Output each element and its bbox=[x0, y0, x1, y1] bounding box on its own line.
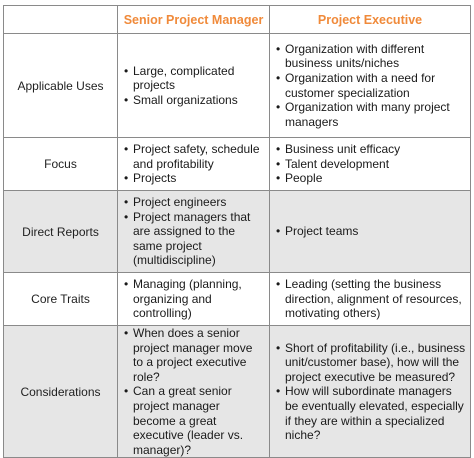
header-project-executive: Project Executive bbox=[270, 6, 471, 34]
row-label: Applicable Uses bbox=[4, 34, 118, 138]
comparison-table bbox=[3, 5, 471, 458]
row-label: Considerations bbox=[4, 326, 118, 458]
list-item: • Organization with a need for customer specialization bbox=[276, 71, 466, 100]
list-item: • How will subordinate managers be eventually elevated, especially if they are within a specialized niche? bbox=[276, 384, 466, 442]
list-item: • Leading (setting the business direction, alignment of resources, motivating others) bbox=[276, 277, 466, 321]
list-item: • Small organizations bbox=[124, 93, 265, 108]
list-item: • People bbox=[276, 171, 466, 186]
list-item: • Talent development bbox=[276, 157, 466, 172]
list-item: • Short of profitability (i.e., business unit/customer base), how will the project executive be measured? bbox=[276, 341, 466, 385]
list-item: • When does a senior project manager move to a project executive role? bbox=[124, 326, 265, 384]
row-considerations bbox=[4, 326, 471, 458]
list-item: • Large, complicated projects bbox=[124, 64, 265, 93]
executive-cell bbox=[270, 273, 471, 326]
list-item: • Business unit efficacy bbox=[276, 142, 466, 157]
row-applicable-uses bbox=[4, 34, 471, 138]
list-item: • Projects bbox=[124, 171, 265, 186]
list-item: • Project managers that are assigned to the same project (multidiscipline) bbox=[124, 210, 265, 268]
executive-cell bbox=[270, 138, 471, 191]
header-row bbox=[4, 6, 471, 34]
executive-cell bbox=[270, 34, 471, 138]
list-item: • Project engineers bbox=[124, 195, 265, 210]
senior-cell bbox=[118, 138, 270, 191]
senior-cell bbox=[118, 273, 270, 326]
executive-cell bbox=[270, 326, 471, 458]
row-focus bbox=[4, 138, 471, 191]
list-item: • Managing (planning, organizing and controlling) bbox=[124, 277, 265, 321]
row-core-traits bbox=[4, 273, 471, 326]
header-corner bbox=[4, 6, 118, 34]
row-label: Core Traits bbox=[4, 273, 118, 326]
list-item: • Can a great senior project manager become a great executive (leader vs. manager)? bbox=[124, 384, 265, 457]
senior-cell bbox=[118, 326, 270, 458]
list-item: • Organization with different business units/niches bbox=[276, 42, 466, 71]
header-senior-project-manager: Senior Project Manager bbox=[118, 6, 270, 34]
senior-cell bbox=[118, 34, 270, 138]
executive-cell bbox=[270, 191, 471, 273]
list-item: • Project safety, schedule and profitability bbox=[124, 142, 265, 171]
list-item: • Project teams bbox=[276, 224, 466, 239]
senior-cell bbox=[118, 191, 270, 273]
row-label: Direct Reports bbox=[4, 191, 118, 273]
row-label: Focus bbox=[4, 138, 118, 191]
list-item: • Organization with many project managers bbox=[276, 100, 466, 129]
row-direct-reports bbox=[4, 191, 471, 273]
